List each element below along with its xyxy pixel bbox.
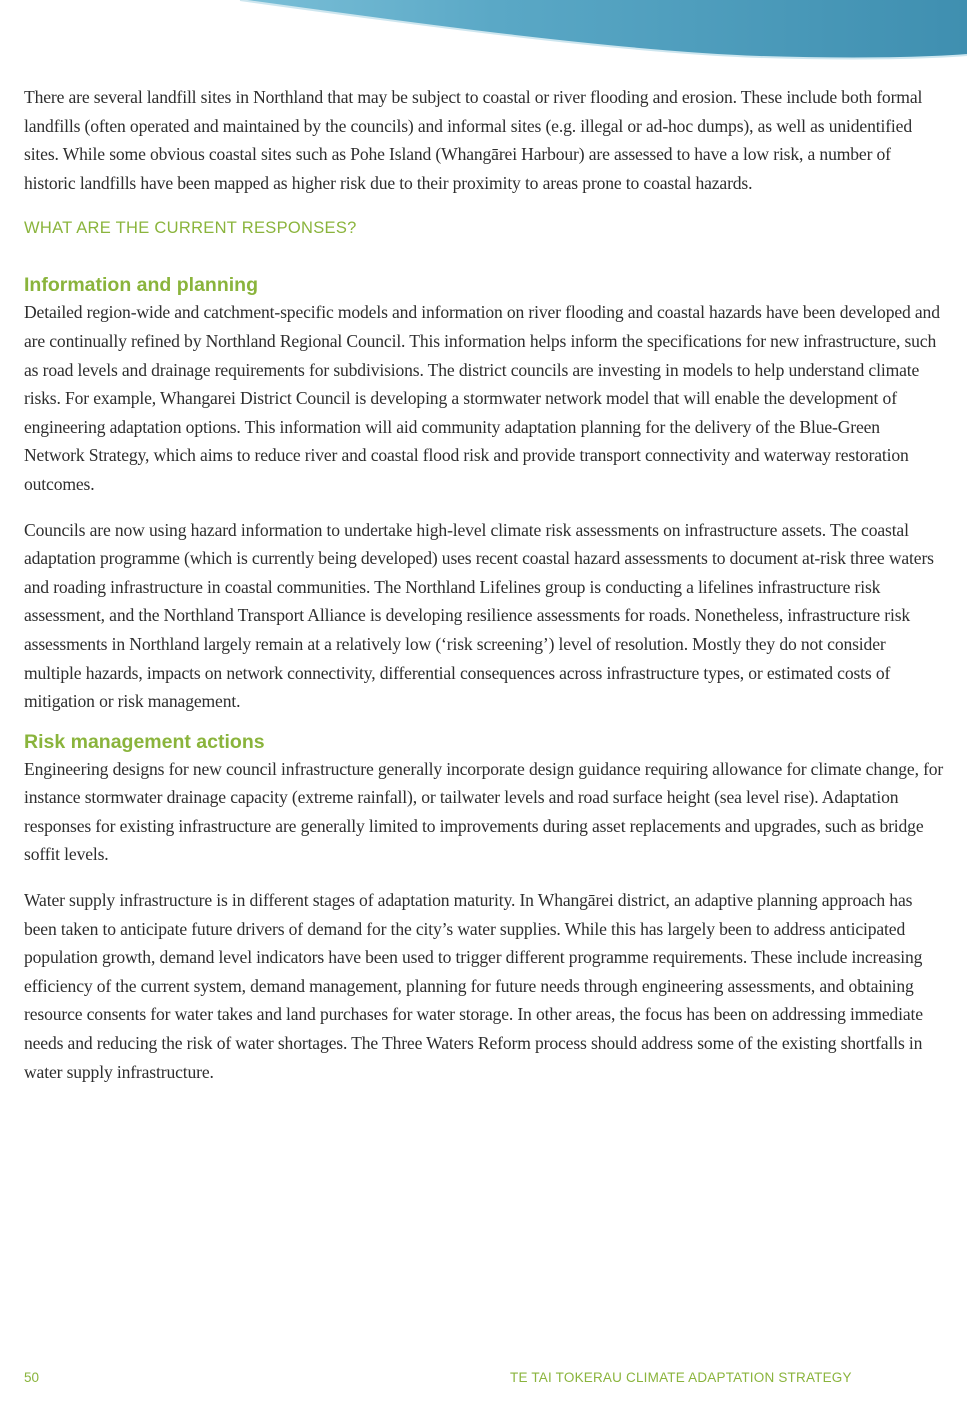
section-heading: WHAT ARE THE CURRENT RESPONSES? <box>24 219 357 238</box>
info-planning-paragraph-2: Councils are now using hazard information to undertake high-level climate risk assessments on infrastructure assets. The coastal adaptation programme (which is currently being developed) uses recent coastal hazard assessments to document at-risk three waters and roading infrastructure in coastal communities. The Northland Lifelines group is conducting a lifelines infrastructure risk assessment, and the Northland Transport Alliance is developing resilience assessments for roads. Nonetheless, infrastructure risk assessments in Northland largely remain at a relatively low (‘risk screening’) level of resolution. Mostly they do not consider multiple hazards, impacts on network connectivity, differential consequences across infrastructure types, or estimated costs of mitigation or risk management. <box>24 519 934 712</box>
info-planning-paragraph-1: Detailed region-wide and catchment-specific models and information on river flooding and coastal hazards have been developed and are continually refined by Northland Regional Council. This information helps inform the specifications for new infrastructure, such as road levels and drainage requirements for subdivisions. The district councils are investing in models to help understand climate risks. For example, Whangarei District Council is developing a stormwater network model that will enable the development of engineering adaptation options. This information will aid community adaptation planning for the delivery of the Blue-Green Network Strategy, which aims to reduce river and coastal flood risk and provide transport connectivity and waterway restoration outcomes. <box>24 302 940 494</box>
risk-management-paragraph-2: Water supply infrastructure is in different stages of adaptation maturity. In Whangārei district, an adaptive planning approach has been taken to anticipate future drivers of demand for the city’s water supplies. While this has largely been to address anticipated population growth, demand level indicators have been used to trigger different programme requirements. These include increasing efficiency of the current system, demand management, planning for future needs through engineering assessments, and obtaining resource consents for water takes and land purchases for water storage. In other areas, the focus has been on addressing immediate needs and reducing the risk of water shortages. The Three Waters Reform process should address some of the existing shortfalls in water supply infrastructure. <box>24 890 923 1082</box>
page-content <box>24 83 944 1103</box>
document-title: TE TAI TOKERAU CLIMATE ADAPTATION STRATEGY <box>510 1370 852 1385</box>
header-wave-decoration <box>0 0 967 70</box>
info-planning-heading: Information and planning <box>24 274 258 297</box>
risk-management-heading: Risk management actions <box>24 730 265 753</box>
page-number: 50 <box>24 1370 40 1385</box>
risk-management-paragraph-1: Engineering designs for new council infrastructure generally incorporate design guidance requiring allowance for climate change, for instance stormwater drainage capacity (extreme rainfall), or tailwater levels and road surface height (sea level rise). Adaptation responses for existing infrastructure are generally limited to improvements during asset replacements and upgrades, such as bridge soffit levels. <box>24 758 944 865</box>
intro-paragraph: There are several landfill sites in Northland that may be subject to coastal or river flooding and erosion. These include both formal landfills (often operated and maintained by the councils) and informal sites (e.g. illegal or ad-hoc dumps), as well as unidentified sites. While some obvious coastal sites such as Pohe Island (Whangārei Harbour) are assessed to have a low risk, a number of historic landfills have been mapped as higher risk due to their proximity to areas prone to coastal hazards. <box>24 87 923 193</box>
